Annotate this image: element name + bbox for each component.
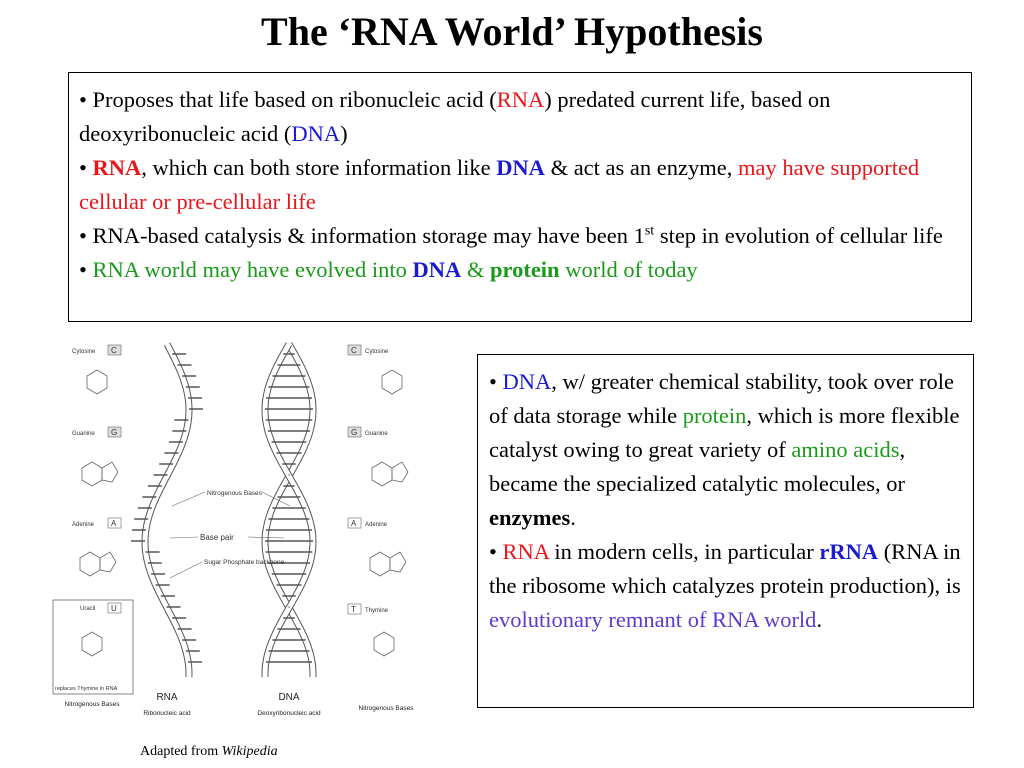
main-bullet-box — [68, 72, 972, 322]
left-base-name: Guanine — [72, 431, 95, 437]
left-base-letter: A — [111, 519, 117, 528]
right-base-name: Adenine — [365, 522, 388, 528]
bullet-dna-stability: • DNA, w/ greater chemical stability, took over role of data storage while protein, which is more flexible catalyst owing to great variety of amino acids, became the specialized catalytic molecules, or enzymes. — [489, 369, 960, 530]
bullet-rna-enzyme: • RNA, which can both store information like DNA & act as an enzyme, may have supported cellular or pre-cellular life — [79, 155, 920, 214]
right-base-name: Guanine — [365, 431, 388, 437]
uracil-panel — [53, 600, 133, 694]
left-base-letter: U — [111, 604, 117, 613]
label-nitrogenous-bases: Nitrogenous Bases — [207, 490, 262, 497]
rna-subtitle: Ribonucleic acid — [143, 710, 191, 717]
rna-dna-diagram — [52, 338, 444, 728]
rna-strand-inner — [145, 344, 189, 677]
label-backbone: Sugar Phosphate backbone — [204, 559, 285, 566]
bullet-rna-remnant: • RNA in modern cells, in particular rRNA (RNA in the ribosome which catalyzes protein production), is evolutionary remnant of RNA world. — [489, 539, 961, 632]
right-base-letter: A — [351, 519, 357, 528]
right-base-letter: C — [351, 346, 357, 355]
left-base-name: Cytosine — [72, 349, 96, 355]
left-base-name: Adenine — [72, 522, 95, 528]
bullet-evolved: • RNA world may have evolved into DNA & protein world of today — [79, 257, 698, 282]
bottom-right-label: Nitrogenous Bases — [358, 705, 414, 712]
bullet-first-step: • RNA-based catalysis & information storage may have been 1st step in evolution of cellular life — [79, 223, 943, 248]
bullet-rna-predated: • Proposes that life based on ribonucleic acid (RNA) predated current life, based on deoxyribonucleic acid (DNA) — [79, 87, 831, 146]
left-base-letter: C — [111, 346, 117, 355]
right-base-name: Cytosine — [365, 349, 389, 355]
rna-title: RNA — [156, 692, 178, 703]
dna-title: DNA — [278, 692, 300, 703]
left-base-letter: G — [111, 428, 118, 437]
slide-title: The ‘RNA World’ Hypothesis — [261, 9, 763, 54]
right-base-letter: G — [351, 428, 358, 437]
left-base-name: Uracil — [80, 606, 96, 612]
side-bullet-box — [477, 354, 974, 708]
credit-line: Adapted from Wikipedia — [140, 744, 278, 759]
right-base-letter: T — [351, 605, 356, 614]
bottom-left-label: Nitrogenous Bases — [64, 701, 120, 708]
uracil-note: replaces Thymine in RNA — [55, 686, 118, 692]
right-base-name: Thymine — [365, 608, 389, 614]
label-base-pair: Base pair — [200, 533, 234, 542]
dna-subtitle: Deoxyribonucleic acid — [257, 710, 321, 717]
